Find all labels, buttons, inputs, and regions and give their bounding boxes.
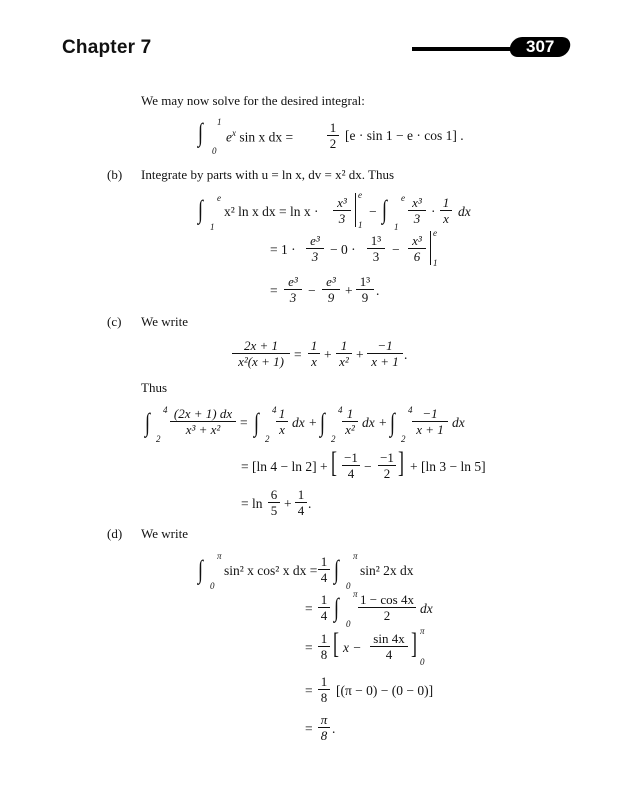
part-c-text: We write	[141, 314, 188, 329]
integral-sign: ∫	[320, 408, 325, 437]
eq-text: dx +	[292, 415, 318, 430]
eq-text: x −	[343, 640, 362, 655]
integral-sign: ∫	[198, 118, 203, 147]
eq-text: =	[305, 683, 313, 698]
fraction: $\frac{6}{5}$	[268, 487, 280, 518]
eq-text: .	[308, 496, 312, 511]
int-upper: e	[217, 193, 221, 203]
integral-sign: ∫	[334, 555, 339, 584]
integral-sign: ∫	[382, 195, 387, 224]
fraction: $\frac{2x + 1}{\text{x²(x + 1)}}$	[232, 338, 290, 369]
eq-text: +	[356, 347, 364, 362]
part-label-d: (d)	[107, 526, 123, 541]
integral-sign: ∫	[254, 408, 259, 437]
int-upper: 4	[272, 405, 277, 415]
fraction: $\frac{\text{x³}}{3}$	[333, 195, 351, 226]
fraction: $\frac{-1}{4}$	[342, 450, 360, 481]
fraction: $\frac{1}{\text{x²}}$	[336, 338, 352, 369]
int-upper: π	[217, 551, 222, 561]
eq-text: = 1 ·	[270, 242, 296, 257]
eq-text: =	[270, 283, 278, 298]
eq-text: − 0 ·	[330, 242, 356, 257]
eq-exp: x	[232, 128, 236, 138]
eval-lower: 1	[358, 220, 363, 230]
eq-text: dx	[452, 415, 465, 430]
fraction: $\frac{\sin 4x}{4}$	[370, 631, 408, 662]
page-number-badge	[508, 37, 572, 57]
eval-bar	[355, 193, 356, 227]
eq-text: dx +	[362, 415, 388, 430]
eq-text: +	[345, 283, 353, 298]
eq-text: [e · sin 1 − e · cos 1] .	[345, 128, 464, 143]
fraction: $\frac{\text{1³}}{3}$	[367, 233, 385, 264]
fraction: $\frac{(2x + 1) dx}{\text{x³ + x²}}$	[170, 406, 236, 437]
int-upper: 4	[408, 405, 413, 415]
fraction: $\frac{1}{\text{x²}}$	[342, 406, 358, 437]
fraction: $\frac{-1}{x + 1}$	[412, 406, 448, 437]
eq-text: e	[226, 129, 232, 145]
fraction: $\frac{\text{e³}}{3}$	[284, 274, 302, 305]
eq-text: −	[308, 283, 316, 298]
part-label-c: (c)	[107, 314, 122, 329]
int-lower: 2	[156, 434, 161, 444]
integral-sign: ∫	[334, 593, 339, 622]
bracket-close: ]	[411, 627, 417, 660]
fraction: $\frac{-1}{x + 1}$	[367, 338, 403, 369]
eq-text: −	[364, 459, 372, 474]
eq-text: .	[376, 283, 380, 298]
eval-lower: 0	[420, 657, 425, 667]
fraction: $\frac{1}{8}$	[318, 631, 330, 662]
fraction: $\frac{1}{x}$	[308, 338, 320, 369]
eq-text: sin² x cos² x dx =	[224, 563, 318, 578]
eval-bar	[430, 231, 431, 265]
part-b-text: Integrate by parts with u = ln x, dv = x² dx. Thus	[141, 167, 395, 182]
eq-text: =	[305, 640, 313, 655]
bracket-close: ]	[398, 446, 404, 479]
eq-text: =	[294, 347, 302, 362]
eval-upper: e	[433, 228, 437, 238]
int-lower: 2	[401, 434, 406, 444]
chapter-heading: Chapter 7	[62, 37, 152, 58]
fraction: $\frac{\text{1³}}{9}$	[356, 274, 374, 305]
fraction: $\frac{1 - \cos 4x}{2}$	[358, 592, 416, 623]
fraction: $\frac{1}{8}$	[318, 674, 330, 705]
fraction: $\frac{\text{x³}}{3}$	[408, 195, 426, 226]
eval-lower: 1	[433, 258, 438, 268]
int-lower: 2	[265, 434, 270, 444]
part-label-b: (b)	[107, 167, 123, 182]
fraction: $\frac{1}{4}$	[295, 487, 307, 518]
integral-sign: ∫	[198, 555, 203, 584]
bracket-open: [	[333, 627, 339, 660]
fraction: $\frac{\text{e³}}{3}$	[306, 233, 324, 264]
int-lower: 0	[212, 146, 217, 156]
eq-text: .	[332, 721, 336, 736]
thus-text: Thus	[141, 380, 167, 395]
fraction: $\frac{\pi}{8}$	[318, 712, 330, 743]
eq-text: x² ln x dx = ln x ·	[224, 204, 319, 219]
eq-text: ·	[431, 204, 436, 219]
fraction: $\frac{1}{4}$	[318, 592, 330, 623]
int-lower: 0	[346, 619, 351, 629]
int-upper: e	[401, 193, 405, 203]
eq-text: dx	[420, 601, 433, 616]
eq-text: =	[305, 601, 313, 616]
fraction: $\frac{-1}{2}$	[378, 450, 396, 481]
integral-sign: ∫	[198, 195, 203, 224]
fraction: $\frac{\text{e³}}{9}$	[322, 274, 340, 305]
bracket-open: [	[331, 446, 337, 479]
page-number: 307	[525, 37, 555, 56]
int-upper: 1	[217, 117, 222, 127]
eq-text: =	[305, 721, 313, 736]
eq-text: dx	[458, 204, 471, 219]
eq-text: .	[404, 347, 408, 362]
eq-text: −	[369, 204, 377, 219]
fraction: $\frac{1}{x}$	[276, 406, 288, 437]
eq-text: sin² 2x dx	[360, 563, 414, 578]
fraction: $\frac{\text{x³}}{6}$	[408, 233, 426, 264]
eq-text: [(π − 0) − (0 − 0)]	[336, 683, 434, 698]
int-lower: 0	[346, 581, 351, 591]
integral-sign: ∫	[145, 408, 150, 437]
int-upper: π	[353, 551, 358, 561]
int-lower: 1	[394, 222, 399, 232]
eq-text: =	[240, 415, 248, 430]
fraction: $\frac{1}{x}$	[440, 195, 452, 226]
intro-text: We may now solve for the desired integral:	[141, 93, 365, 108]
eq-text: + [ln 3 − ln 5]	[410, 459, 486, 474]
integral-sign: ∫	[390, 408, 395, 437]
eq-text: = [ln 4 − ln 2] +	[241, 459, 328, 474]
fraction: $\frac{1}{2}$	[327, 120, 339, 151]
eq-text: +	[284, 496, 292, 511]
eval-upper: π	[420, 626, 425, 636]
int-lower: 0	[210, 581, 215, 591]
eq-text: = ln	[241, 496, 263, 511]
int-lower: 1	[210, 222, 215, 232]
eq-text: sin x dx =	[239, 129, 294, 145]
header-rule	[412, 47, 524, 51]
int-upper: 4	[163, 405, 168, 415]
eval-upper: e	[358, 190, 362, 200]
eq-text: −	[392, 242, 400, 257]
int-lower: 2	[331, 434, 336, 444]
int-upper: π	[353, 589, 358, 599]
int-upper: 4	[338, 405, 343, 415]
eq-text: +	[324, 347, 332, 362]
part-d-text: We write	[141, 526, 188, 541]
fraction: $\frac{1}{4}$	[318, 554, 330, 585]
